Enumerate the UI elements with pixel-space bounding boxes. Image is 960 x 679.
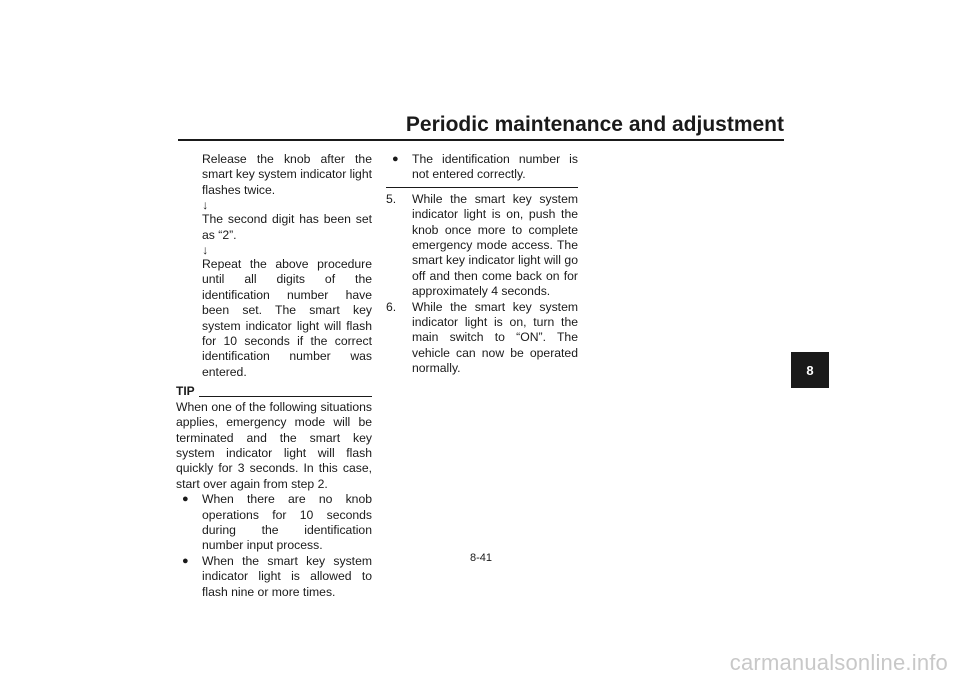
step-number: 5.	[386, 191, 397, 206]
instruction-paragraph: Repeat the above procedure until all digits of the identification number have been set. The smart key system indicator light will flash for 10 seconds if the correct identification number was entered.	[202, 257, 372, 379]
instruction-paragraph: Release the knob after the smart key system indicator light flashes twice.	[202, 152, 373, 197]
bullet-text: The identification number is not entered correctly.	[412, 152, 578, 182]
step-item	[386, 192, 578, 300]
tip-heading	[176, 384, 372, 399]
tip-end-rule	[386, 187, 578, 188]
tip-text: When one of the following situations applies, emergency mode will be terminated and the smart key system indicator light will flash quickly for 3 seconds. In this case, start over again from step 2.	[176, 399, 372, 491]
bullet-icon: ●	[392, 153, 399, 165]
list-item	[176, 554, 372, 600]
step-item	[386, 300, 578, 377]
right-column	[386, 152, 578, 377]
down-arrow-icon: ↓	[202, 243, 209, 258]
tip-label: TIP	[176, 384, 195, 399]
tip-rule	[199, 396, 372, 397]
step-text: While the smart key system indicator light is on, turn the main switch to “ON”. The vehicle can now be operated normally.	[412, 299, 578, 376]
step-number: 6.	[386, 299, 397, 314]
watermark: carmanualsonline.info	[729, 650, 948, 675]
page-number: 8-41	[470, 552, 493, 564]
header-rule	[178, 139, 784, 141]
bullet-icon: ●	[182, 554, 189, 567]
bullet-text: When the smart key system indicator light is allowed to flash nine or more times.	[202, 553, 372, 599]
instruction-paragraph: The second digit has been set as “2”.	[202, 212, 372, 242]
chapter-tab: 8	[791, 352, 829, 388]
step-text: While the smart key system indicator light is on, push the knob once more to complete emergency mode access. The smart key indicator light will go off and then come back on for approximately 4 seconds.	[412, 191, 578, 299]
list-item	[386, 152, 578, 183]
bullet-text: When there are no knob operations for 10 seconds during the identification number input process.	[202, 492, 372, 553]
left-column	[176, 152, 372, 600]
down-arrow-icon: ↓	[202, 198, 209, 213]
list-item	[176, 492, 372, 554]
page-title: Periodic maintenance and adjustment	[405, 113, 784, 136]
bullet-icon: ●	[182, 493, 189, 506]
